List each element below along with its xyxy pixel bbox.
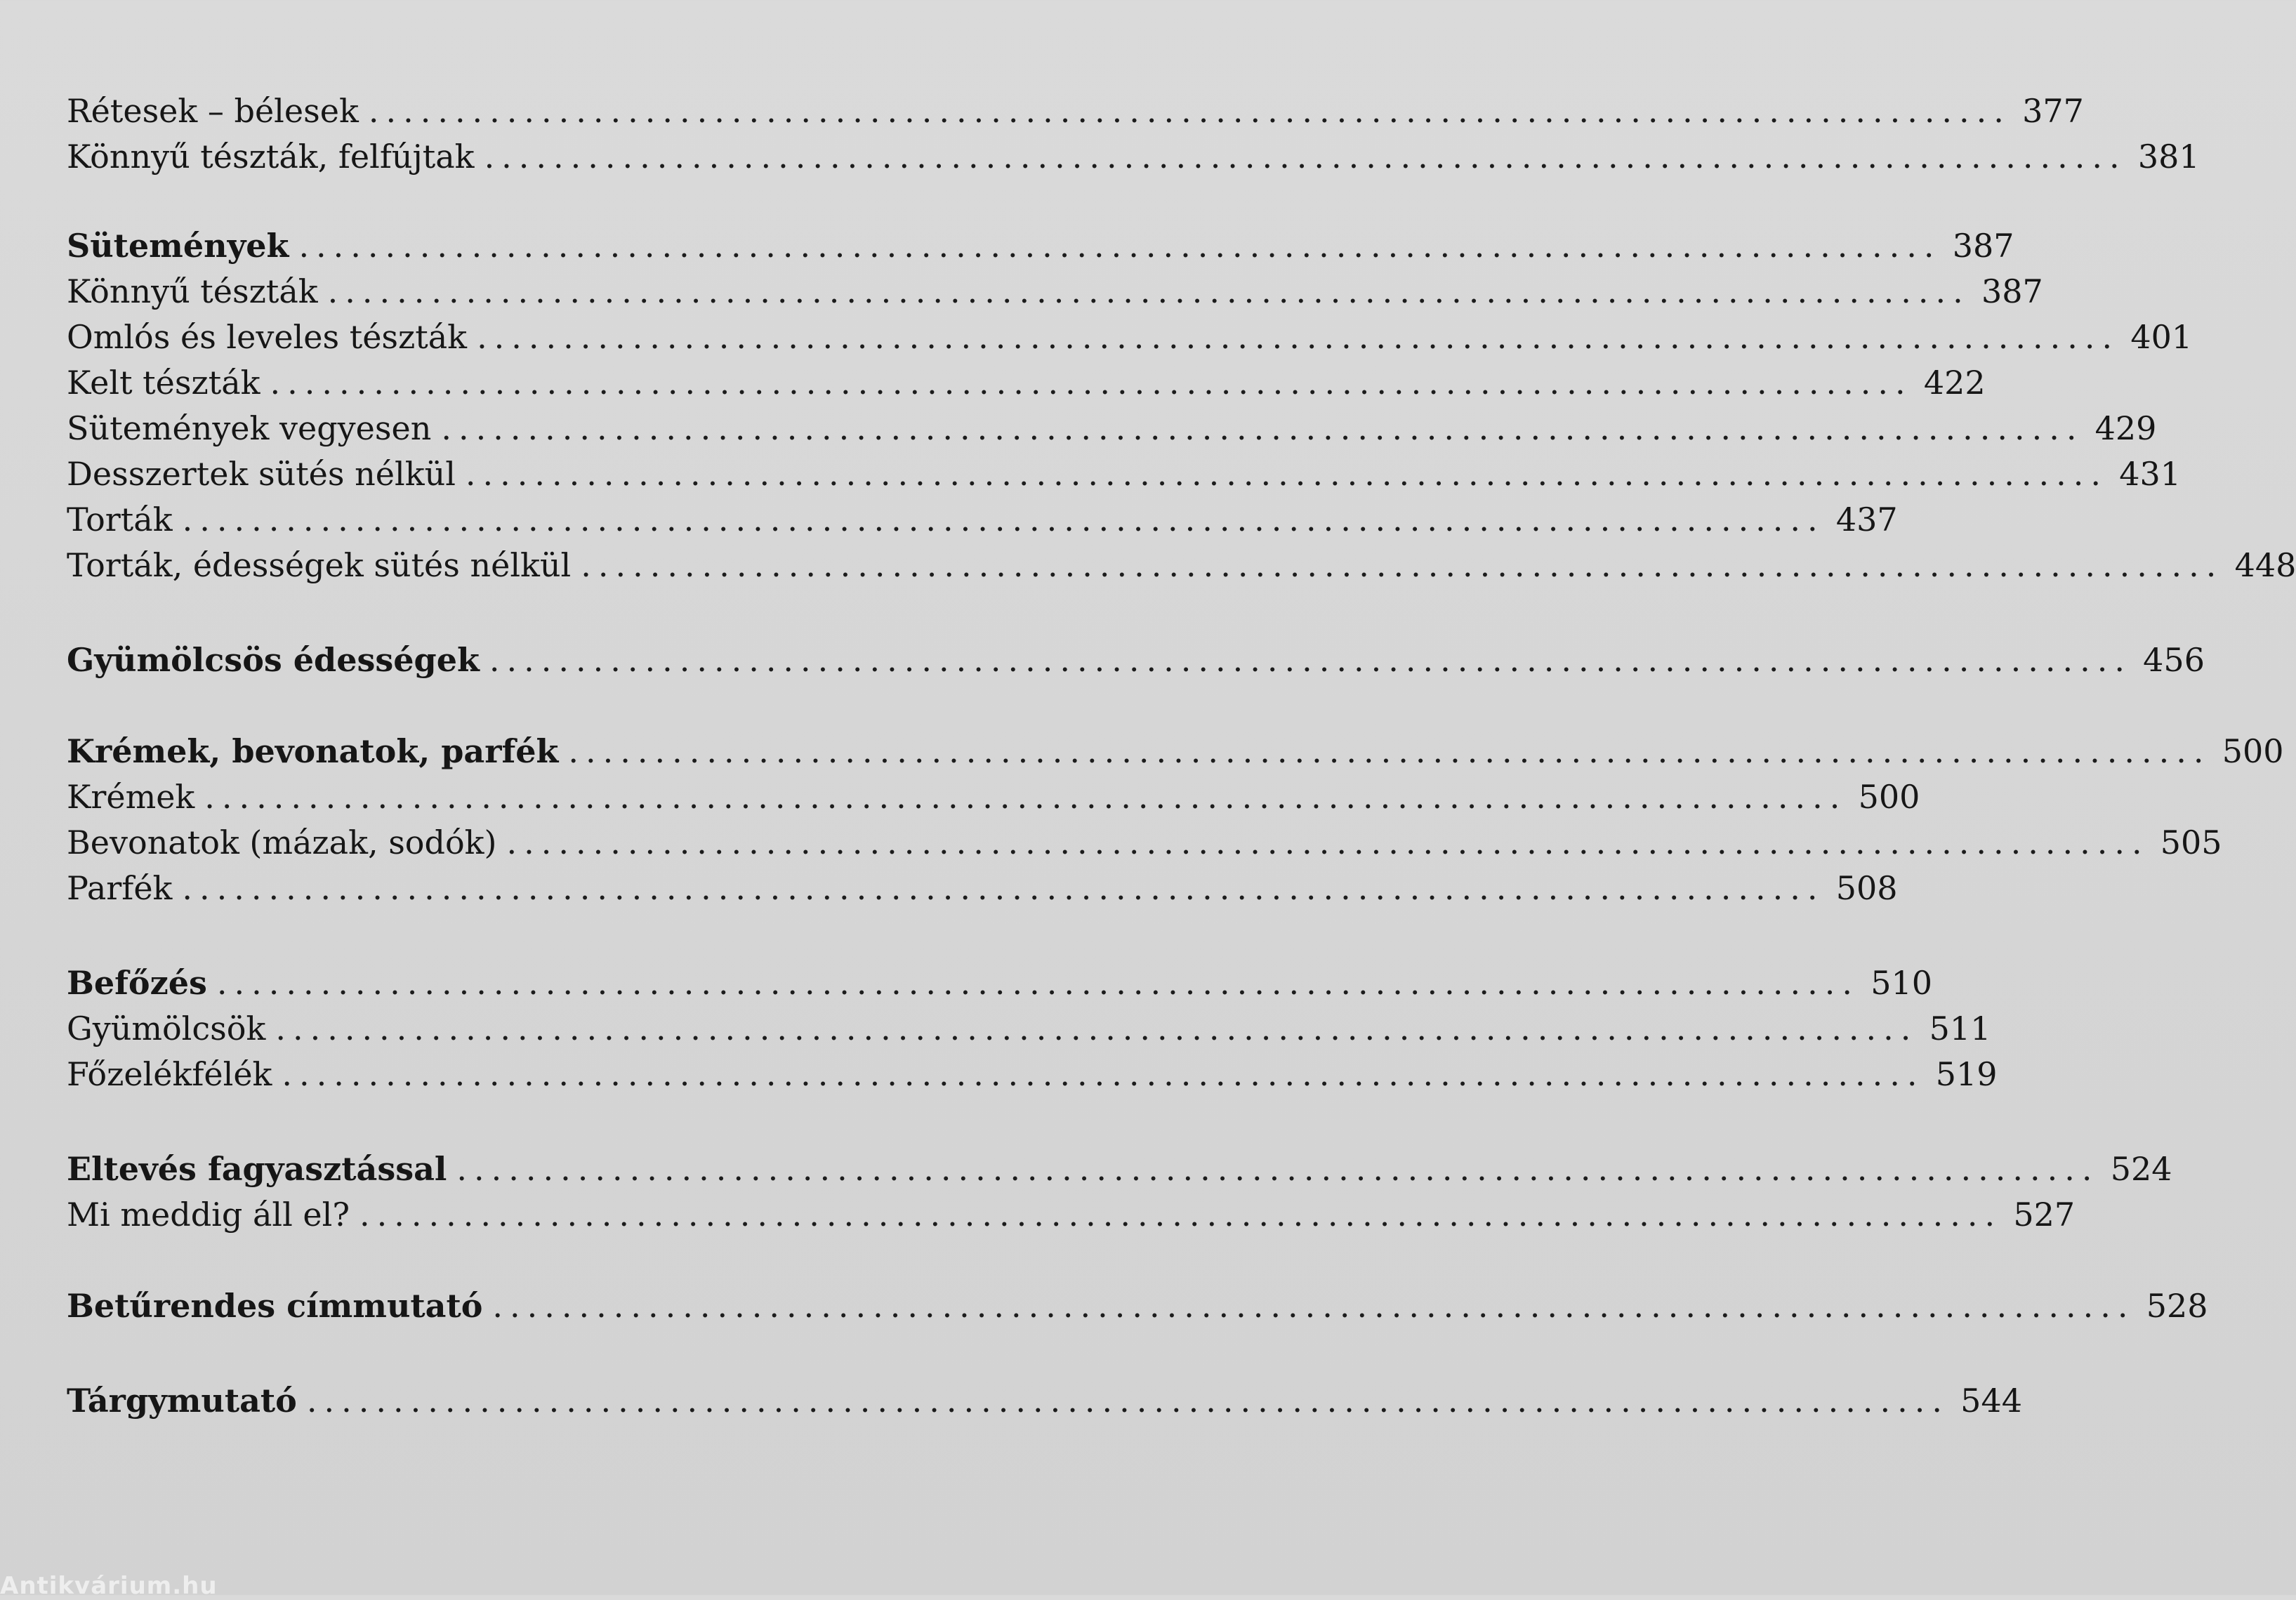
toc-entry-title: Gyümölcsök — [67, 1010, 266, 1047]
toc-entry-page: 500 — [1858, 778, 1920, 816]
toc-section-targymutato — [67, 1380, 2022, 1422]
toc-entry-page: 505 — [2160, 824, 2222, 861]
toc-entry-page: 431 — [2119, 455, 2182, 493]
toc-entry-title: Parfék — [67, 869, 173, 907]
toc-entry-title: Kelt tészták — [67, 364, 260, 402]
toc-entry-page: 524 — [2110, 1150, 2172, 1188]
toc-entry-fozelekfelek — [67, 1053, 1998, 1095]
toc-entry-retesek-belesek — [67, 90, 2084, 132]
toc-entry-page: 429 — [2094, 409, 2157, 447]
toc-leader-dots: ............................................................................................... — [368, 92, 2011, 130]
toc-section-title: Krémek, bevonatok, parfék — [67, 732, 559, 770]
toc-leader-dots: ............................................................................................... — [492, 1287, 2135, 1325]
toc-entry-page: 387 — [1952, 227, 2014, 265]
toc-entry-page: 527 — [2013, 1196, 2076, 1234]
toc-leader-dots: ............................................................................................... — [298, 227, 1941, 265]
toc-section-sutemenyek — [67, 225, 2014, 267]
toc-leader-dots: ............................................................................................... — [581, 546, 2224, 584]
toc-leader-dots: ............................................................................................... — [456, 1150, 2099, 1188]
toc-entry-page: 511 — [1929, 1010, 1991, 1047]
toc-entry-title: Rétesek – bélesek — [67, 92, 359, 130]
toc-entry-title: Sütemények vegyesen — [67, 409, 432, 447]
toc-entry-kremek — [67, 776, 1920, 818]
toc-entry-tortak-edessegek-sutes-nelkul — [67, 544, 2296, 586]
toc-leader-dots: ............................................................................................... — [359, 1196, 2003, 1234]
toc-entry-page: 401 — [2130, 318, 2193, 356]
toc-section-title: Sütemények — [67, 227, 289, 265]
toc-entry-page: 544 — [1960, 1382, 2022, 1420]
toc-leader-dots: ............................................................................................... — [441, 409, 2084, 447]
toc-entry-title: Bevonatok (mázak, sodók) — [67, 824, 497, 861]
toc-entry-sutemenyek-vegyesen — [67, 407, 2157, 449]
toc-entry-gyumolcsok — [67, 1007, 1991, 1050]
toc-leader-dots: ............................................................................................... — [270, 364, 1913, 402]
toc-entry-page: 387 — [1981, 272, 2043, 310]
toc-leader-dots: ............................................................................................... — [306, 1382, 1949, 1420]
toc-leader-dots: ............................................................................................... — [282, 1055, 1925, 1093]
toc-entry-title: Torták, édességek sütés nélkül — [67, 546, 572, 584]
toc-entry-page: 377 — [2022, 92, 2084, 130]
toc-entry-konnyu-tesztak — [67, 270, 2043, 312]
toc-entry-page: 448 — [2234, 546, 2296, 584]
toc-section-title: Betűrendes címmutató — [67, 1287, 483, 1325]
toc-entry-page: 437 — [1835, 501, 1898, 538]
toc-entry-page: 456 — [2143, 641, 2205, 679]
toc-leader-dots: ............................................................................................... — [484, 138, 2127, 176]
toc-entry-title: Főzelékfélék — [67, 1055, 272, 1093]
toc-leader-dots: ............................................................................................... — [275, 1010, 1918, 1047]
toc-entry-title: Desszertek sütés nélkül — [67, 455, 456, 493]
toc-entry-title: Könnyű tészták, felfújtak — [67, 138, 475, 176]
toc-entry-page: 519 — [1935, 1055, 1998, 1093]
toc-leader-dots: ............................................................................................... — [216, 964, 1860, 1002]
toc-entry-desszertek-sutes-nelkul — [67, 453, 2182, 495]
toc-leader-dots: ............................................................................................... — [182, 869, 1825, 907]
toc-section-title: Gyümölcsös édességek — [67, 641, 480, 679]
toc-leader-dots: ............................................................................................... — [506, 824, 2149, 861]
toc-entry-tortak — [67, 498, 1898, 541]
toc-entry-title: Mi meddig áll el? — [67, 1196, 350, 1234]
toc-section-title: Eltevés fagyasztással — [67, 1150, 447, 1188]
toc-entry-title: Omlós és leveles tészták — [67, 318, 468, 356]
toc-section-befozes — [67, 962, 1933, 1004]
toc-entry-title: Könnyű tészták — [67, 272, 318, 310]
toc-entry-page: 510 — [1871, 964, 1933, 1002]
toc-leader-dots: ............................................................................................... — [465, 455, 2109, 493]
watermark-text: Antikvárium.hu — [0, 1572, 218, 1600]
toc-section-beturendes-cimmutato — [67, 1285, 2208, 1327]
toc-entry-title: Torták — [67, 501, 173, 538]
toc-leader-dots: ............................................................................................... — [568, 732, 2211, 770]
toc-leader-dots: ............................................................................................... — [327, 272, 1970, 310]
toc-entry-parfek — [67, 867, 1898, 909]
toc-entry-page: 381 — [2137, 138, 2200, 176]
toc-entry-kelt-tesztak — [67, 362, 1986, 404]
toc-entry-bevonatok — [67, 821, 2222, 864]
toc-entry-page: 528 — [2146, 1287, 2208, 1325]
toc-section-elteves-fagyasztassal — [67, 1148, 2172, 1190]
toc-section-title: Tárgymutató — [67, 1382, 297, 1420]
toc-leader-dots: ............................................................................................... — [477, 318, 2120, 356]
toc-entry-page: 500 — [2222, 732, 2284, 770]
toc-entry-title: Krémek — [67, 778, 195, 816]
toc-leader-dots: ............................................................................................... — [489, 641, 2132, 679]
toc-entry-mi-meddig-all-el — [67, 1194, 2076, 1236]
toc-entry-page: 508 — [1835, 869, 1898, 907]
toc-entry-konnyu-tesztak-felfujtak — [67, 135, 2200, 178]
toc-section-title: Befőzés — [67, 964, 207, 1002]
toc-section-kremek-bevonatok-parfek — [67, 730, 2284, 772]
toc-entry-page: 422 — [1923, 364, 1986, 402]
toc-leader-dots: ............................................................................................... — [182, 501, 1825, 538]
toc-leader-dots: ............................................................................................... — [204, 778, 1847, 816]
toc-entry-omlos-es-leveles-tesztak — [67, 316, 2193, 358]
toc-section-gyumolcsos-edessegek — [67, 639, 2205, 681]
